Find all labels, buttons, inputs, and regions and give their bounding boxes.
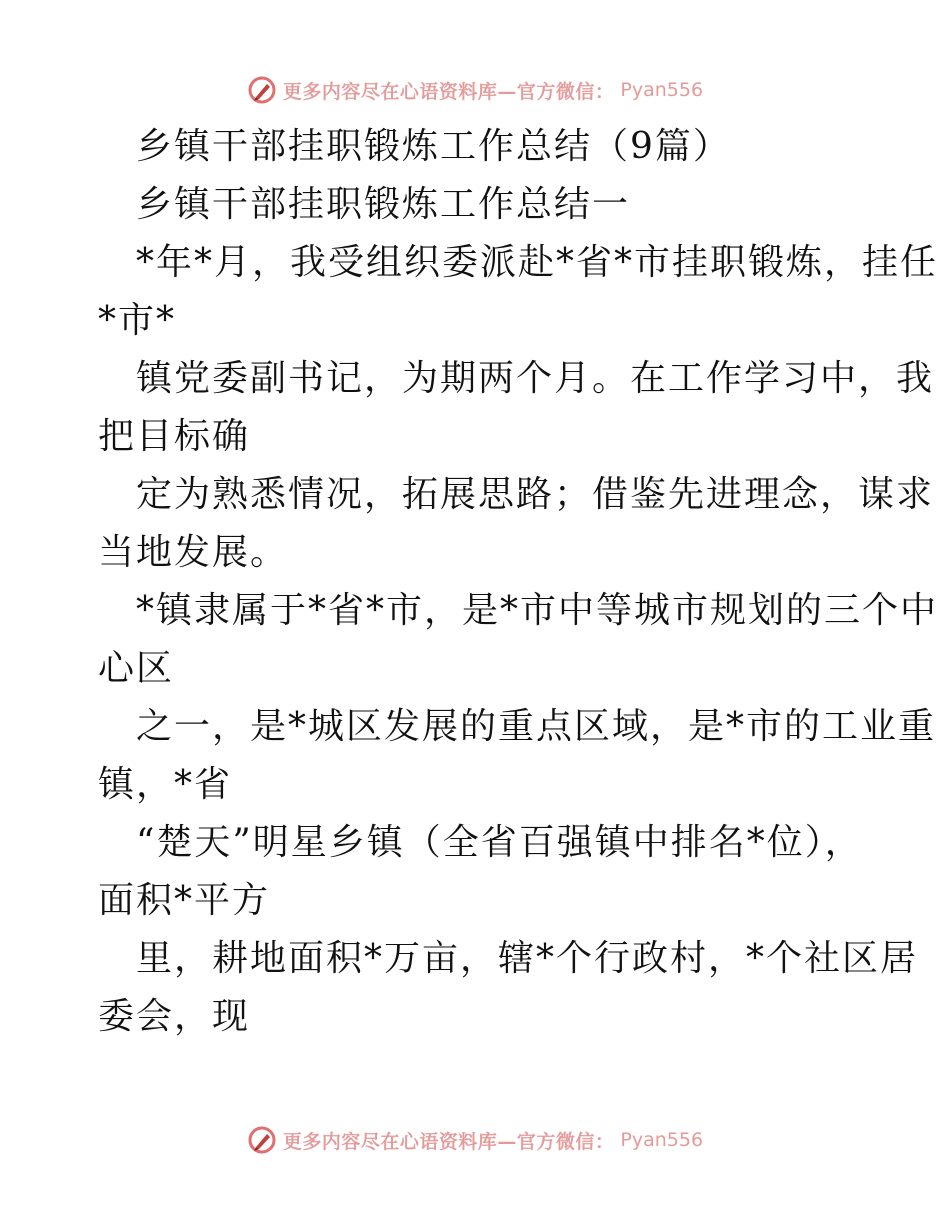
text-line: *市* xyxy=(98,300,177,341)
text-line: 委会，现 xyxy=(98,996,251,1037)
pen-logo-icon xyxy=(247,75,277,105)
text-line: *年*月，我受组织委派赴*省*市挂职锻炼，挂任 xyxy=(136,242,939,283)
text-line: 当地发展。 xyxy=(98,532,289,573)
text-line: *镇隶属于*省*市，是*市中等城市规划的三个中 xyxy=(136,590,939,631)
watermark-text: 更多内容尽在心语资料库—官方微信： xyxy=(282,1130,615,1153)
text-line: 心区 xyxy=(98,648,175,689)
watermark-text: 更多内容尽在心语资料库—官方微信： xyxy=(282,80,615,103)
text-line: 镇，*省 xyxy=(98,764,233,805)
document-body xyxy=(98,118,939,1046)
watermark-contact: Pyan556 xyxy=(620,79,704,101)
text-line: 把目标确 xyxy=(98,416,251,457)
text-line: 定为熟悉情况，拓展思路；借鉴先进理念，谋求 xyxy=(136,474,935,515)
text-line: 里，耕地面积*万亩，辖*个行政村，*个社区居 xyxy=(136,938,919,979)
text-line: 面积*平方 xyxy=(98,880,271,921)
text-line: 乡镇干部挂职锻炼工作总结一 xyxy=(136,184,631,225)
text-line: 之一，是*城区发展的重点区域，是*市的工业重 xyxy=(136,706,937,747)
watermark-contact: Pyan556 xyxy=(620,1129,704,1151)
text-line: 乡镇干部挂职锻炼工作总结（9篇） xyxy=(136,126,731,167)
text-line: 镇党委副书记，为期两个月。在工作学习中，我 xyxy=(136,358,935,399)
footer-watermark xyxy=(0,1120,950,1160)
text-line: “楚天”明星乡镇（全省百强镇中排名*位）， xyxy=(136,822,863,863)
pen-logo-icon xyxy=(247,1125,277,1155)
header-watermark xyxy=(0,70,950,110)
